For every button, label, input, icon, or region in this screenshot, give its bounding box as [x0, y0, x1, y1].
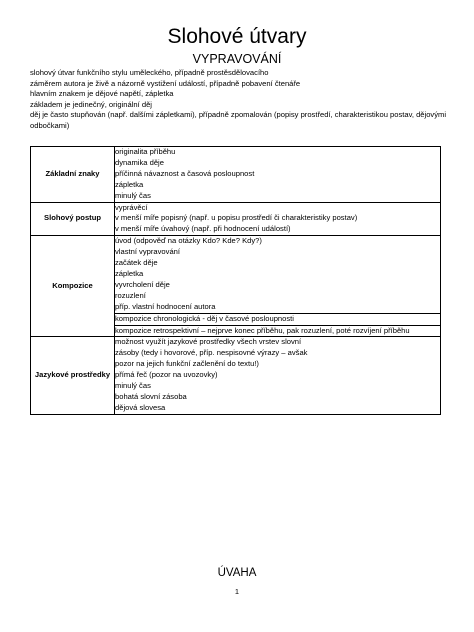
list-item: v menší míře úvahový (např. při hodnocení událostí): [115, 224, 291, 234]
intro-line: záměrem autora je živě a názorně vystižení událostí, případně pobavení čtenáře: [30, 78, 301, 88]
document-title: Slohové útvary: [167, 25, 307, 48]
table-row: [31, 337, 441, 414]
list-item: pozor na jejich funkční začlenění do textu!): [115, 359, 259, 369]
list-item: zápletka: [115, 179, 144, 189]
list-item: v menší míře popisný (např. u popisu prostředí či charakteristiky postav): [115, 213, 358, 223]
row-content: [115, 147, 441, 203]
row-content: [115, 337, 441, 414]
list-item: vlastní vypravování: [115, 247, 180, 257]
list-item: úvod (odpověď na otázky Kdo? Kde? Kdy?): [115, 236, 262, 246]
table-row: [31, 202, 441, 236]
next-section-heading: ÚVAHA: [217, 567, 257, 579]
list-item: zápletka: [115, 268, 144, 278]
table-row: [31, 147, 441, 203]
list-item: vyvrcholení děje: [115, 279, 170, 289]
row-label: Slohový postup: [31, 202, 115, 236]
list-item: příčinná návaznost a časová posloupnost: [115, 168, 255, 178]
list-item: možnost využít jazykové prostředky všech vrstev slovní: [115, 337, 302, 347]
intro-line: slohový útvar funkčního stylu uměleckého, případně prostěsdělovacího: [30, 68, 269, 77]
list-item: minulý čas: [115, 381, 151, 391]
row-label: Kompozice: [31, 236, 115, 337]
intro-line: děj je často stupňován (např. dalšími zápletkami), případně zpomalován (popisy prostředí, charakteristikou postav, dějovými odbočkami): [30, 110, 447, 130]
section-heading: VYPRAVOVÁNÍ: [192, 52, 282, 66]
list-item: rozuzlení: [115, 290, 146, 300]
row-label: Základní znaky: [31, 147, 115, 203]
list-item: začátek děje: [115, 258, 158, 268]
list-item: minulý čas: [115, 190, 151, 200]
list-item: zásoby (tedy i hovorové, příp. nespisovné výrazy – avšak: [115, 348, 308, 358]
intro-line: základem je jedinečný, originální děj: [30, 99, 152, 109]
row-content: [115, 202, 441, 236]
list-item: bohatá slovní zásoba: [115, 391, 187, 401]
list-item: kompozice retrospektivní – nejprve konec příběhu, pak rozuzlení, poté rozvíjení příběhu: [115, 325, 440, 337]
list-item: příp. vlastní hodnocení autora: [115, 301, 216, 311]
list-item: dějová slovesa: [115, 402, 166, 412]
intro-text: [30, 68, 450, 131]
list-item: kompozice chronologická - děj v časové posloupnosti: [115, 313, 440, 325]
intro-line: hlavním znakem je dějové napětí, zápletka: [30, 89, 174, 98]
list-item: vyprávěcí: [115, 202, 148, 212]
table-row: [31, 236, 441, 337]
features-table: [30, 146, 441, 415]
list-item: originalita příběhu: [115, 147, 176, 156]
row-content: [115, 236, 441, 337]
row-label: Jazykové prostředky: [31, 337, 115, 414]
list-item: přímá řeč (pozor na uvozovky): [115, 370, 218, 380]
page-number: 1: [234, 587, 240, 596]
list-item: dynamika děje: [115, 157, 164, 167]
